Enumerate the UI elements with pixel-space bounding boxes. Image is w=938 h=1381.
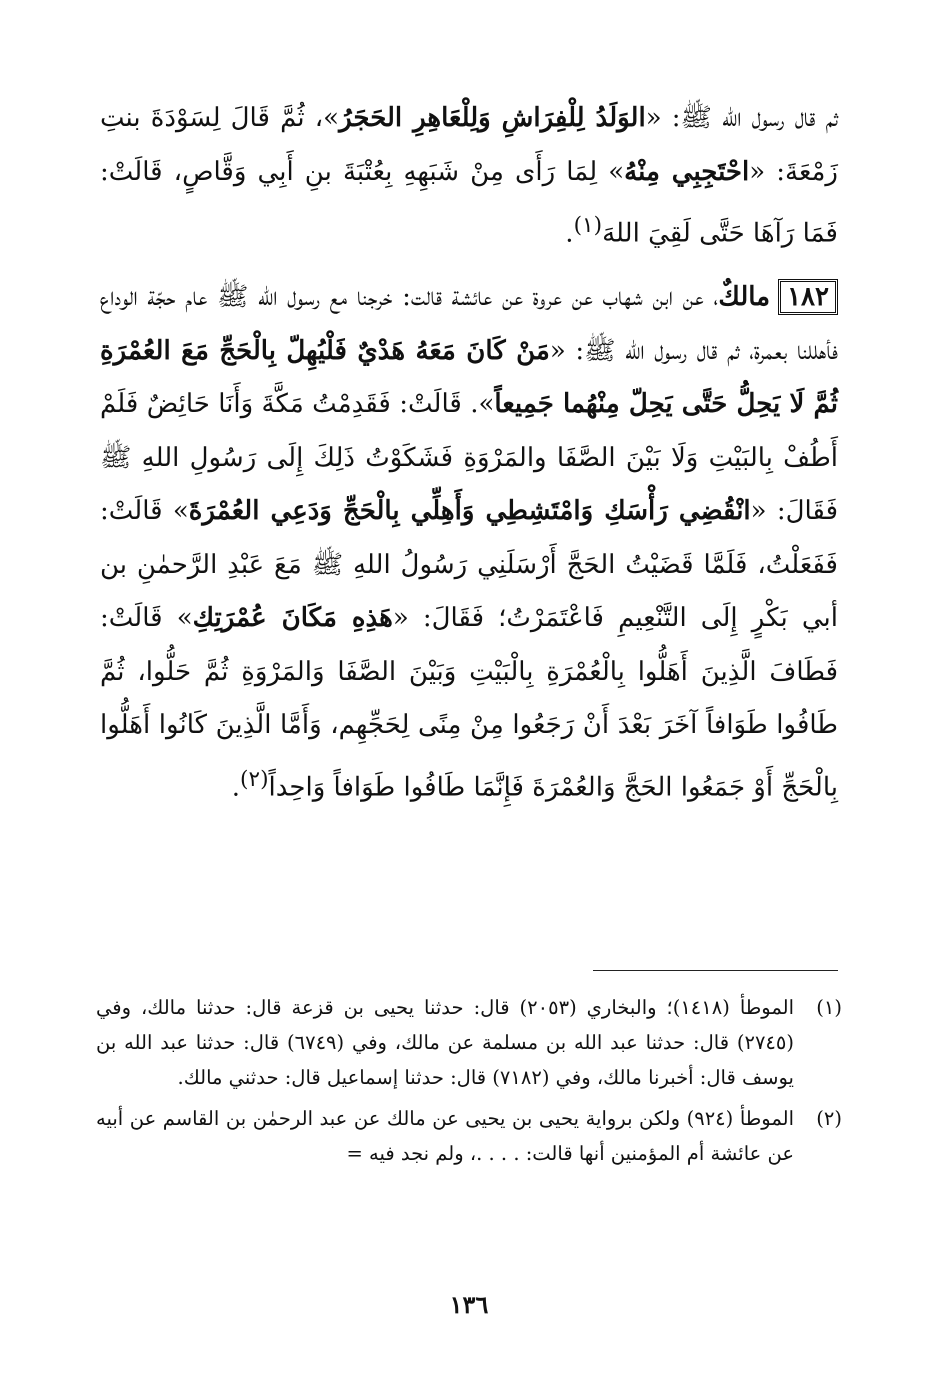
text-segment: . [565,218,574,249]
text-segment: ثم قال رسول الله ﷺ: « [645,103,838,133]
footnote-1 [96,990,842,1095]
prophetic-quote: هَذِهِ مَكَانَ عُمْرَتِكِ [192,603,393,634]
footnote-text: الموطأ (١٤١٨)؛ والبخاري (٢٠٥٣) قال: حدثنا يحيى بن قزعة قال: حدثنا مالك، وفي (٢٧٤٥) قال: حدثنا عبد الله بن مسلمة عن مالك، وفي (٦٧٤٩) قال: حدثنا عبد الله بن يوسف قال: أخبرنا مالك، وفي (٧١٨٢) قال: حدثنا إسماعيل قال: حدثني مالك. [96,996,794,1089]
paragraph-1 [100,92,838,261]
prophetic-quote: احْتَجِبِي مِنْهُ [624,156,750,187]
page-number: ١٣٦ [449,1290,489,1319]
footnote-2 [96,1101,842,1171]
footnote-divider [593,970,838,971]
paragraph-2 [100,271,838,815]
text-segment: ، عن ابن شهاب عن عروة عن عائشة قالت: خرجنا مع رسول الله ﷺ عام حجّة الوداع فأهللنا بعمرة، ثم قال رسول الله ﷺ: « [100,282,838,366]
hadith-number-badge: ١٨٢ [778,279,838,315]
prophetic-quote: مَنْ كَانَ مَعَهُ هَدْيٌ فَلْيُهِلّ بِالْحَجِّ مَعَ العُمْرَةِ ثُمَّ لَا يَحِلُّ حَتَّى يَحِلّ مِنْهُما جَمِيعاً [100,335,838,420]
text-segment: . [231,772,240,803]
text-segment: » لِمَا رَأَى مِنْ شَبَهِهِ بِعُتْبَةَ بنِ أَبِي وَقَّاصٍ، قَالَتْ: فَمَا رَآهَا حَتَّى لَقِيَ اللهَ [100,156,838,249]
text-segment: »، ثُمَّ قَالَ لِسَوْدَةَ بنتِ زَمْعَةَ: « [100,103,838,187]
narrator-name: مالكٌ [718,282,771,313]
footnote-number: (١) [816,996,842,1019]
text-segment: » قَالَتْ: فَطَافَ الَّذِينَ أَهَلُّوا بِالْعُمْرَةِ بِالْبَيْتِ وَبَيْنَ الصَّفَا وَالمَرْوَةِ ثُمَّ حَلُّوا، ثُمَّ طَافُوا طَوَافاً آخَرَ بَعْدَ أَنْ رَجَعُوا مِنْ مِنًى لِحَجِّهِم، وَأَمَّا الَّذِينَ كَانُوا أَهَلُّوا بِالْحَجِّ أَوْ جَمَعُوا الحَجَّ وَالعُمْرَةَ فَإِنَّمَا طَافُوا طَوَافاً وَاحِداً [100,603,838,803]
text-segment: ». قَالَتْ: فَقَدِمْتُ مَكَّةَ وَأَنَا حَائِضٌ فَلَمْ أَطُفْ بِالبَيْتِ وَلَا بَيْنَ الصَّفَا والمَرْوَةِ فَشَكَوْتُ ذَلِكَ إِلَى رَسُولِ اللهِ ﷺ فَقَالَ: « [100,389,838,527]
prophetic-quote: الوَلَدُ لِلْفِرَاشِ وَلِلْعَاهِرِ الحَجَرُ [339,103,646,133]
main-text [100,92,838,815]
text-segment: » قَالَتْ: فَفَعَلْتُ، فَلَمَّا قَضَيْتُ الحَجَّ أَرْسَلَنِي رَسُولُ اللهِ ﷺ مَعَ عَبْدِ الرَّحمٰنِ بن أبي بَكْرٍ إِلَى التَّنْعِيمِ فَاعْتَمَرْتُ؛ فَقَالَ: « [100,496,838,634]
footnote-number: (٢) [816,1107,842,1130]
footnote-text: الموطأ (٩٢٤) ولكن برواية يحيى بن يحيى عن مالك عن عبد الرحمٰن بن القاسم عن أبيه عن عائشة أم المؤمنين أنها قالت: . . . .، ولم نجد فيه = [96,1107,794,1165]
footnotes [96,990,842,1171]
footnote-ref: (٢) [239,766,269,792]
footnote-ref: (١) [573,213,603,238]
prophetic-quote: انْقُضِي رَأْسَكِ وَامْتَشِطِي وَأَهِلِّي بِالْحَجِّ وَدَعِي العُمْرَةَ [188,496,751,527]
